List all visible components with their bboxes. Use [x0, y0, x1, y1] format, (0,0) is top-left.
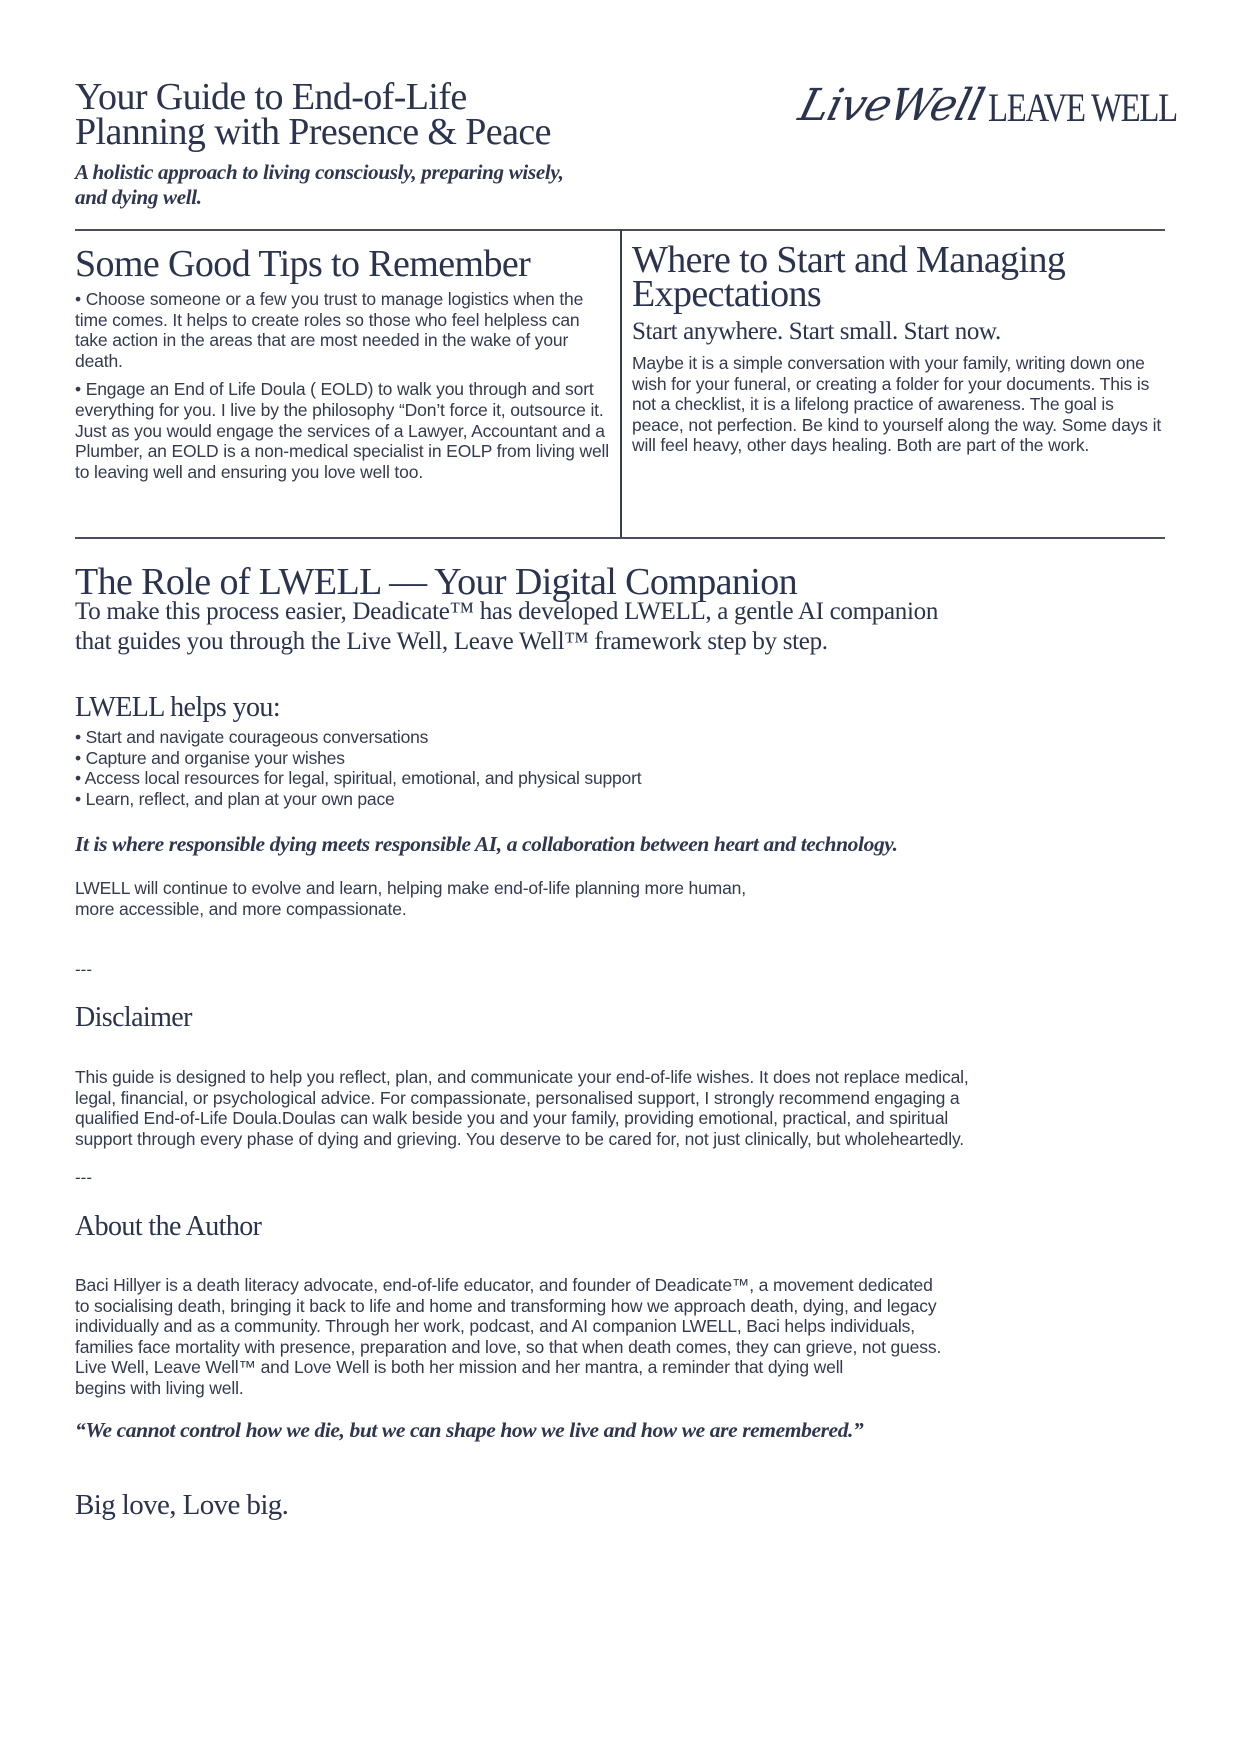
start-title — [632, 239, 1162, 315]
start-title-line-1: Where to Start and Managing — [632, 239, 1066, 281]
lwell-intro-line-2: that guides you through the Live Well, Leave Well™ framework step by step. — [75, 628, 828, 655]
author-line: begins with living well. — [75, 1377, 244, 1398]
lwell-title: The Role of LWELL — Your Digital Companion — [75, 561, 798, 603]
document-subtitle — [75, 160, 635, 210]
logo-script-text: LiveWell — [793, 80, 989, 131]
author-line: Live Well, Leave Well™ and Love Well is both her mission and her mantra, a reminder that dying well — [75, 1357, 844, 1378]
brand-logo — [793, 72, 1177, 132]
tip-item: • Choose someone or a few you trust to manage logistics when the time comes. It helps to create roles so those who feel helpless can take action in the areas that are most needed in the wake of your death. — [75, 289, 584, 371]
tips-title: Some Good Tips to Remember — [75, 243, 531, 285]
tip-item: • Engage an End of Life Doula ( EOLD) to walk you through and sort everything for you. I live by the philosophy “Don’t force it, outsource it. Just as you would engage the services of a Lawyer, Accountant and a Plumber, an EOLD is a non-medical specialist in EOLP from living well to leaving well and ensuring you love well too. — [75, 379, 610, 482]
disclaimer-line: qualified End-of-Life Doula.Doulas can walk beside you and your family, providing emotional, practical, and spiritual — [75, 1108, 949, 1129]
author-line: families face mortality with presence, preparation and love, so that when death comes, they can grieve, not guess. — [75, 1336, 942, 1357]
author-body — [75, 1275, 1135, 1399]
list-item: • Learn, reflect, and plan at your own pace — [75, 788, 395, 809]
lwell-evolve — [75, 878, 975, 919]
start-section — [632, 239, 1162, 456]
signoff: Big love, Love big. — [75, 1489, 289, 1521]
title-line-2: Planning with Presence & Peace — [75, 111, 551, 153]
author-quote: “We cannot control how we die, but we can shape how we live and how we are remembered.” — [75, 1418, 864, 1442]
subtitle-line-2: and dying well. — [75, 185, 202, 209]
separator: --- — [75, 1168, 92, 1187]
list-item: • Start and navigate courageous conversations — [75, 727, 429, 747]
author-line: to socialising death, bringing it back to life and home and transforming how we approach death, dying, and legacy — [75, 1295, 937, 1316]
tips-list — [75, 289, 615, 482]
separator: --- — [75, 960, 92, 979]
logo-caps-text: LEAVE WELL — [988, 85, 1177, 130]
lwell-intro — [75, 597, 1075, 657]
evolve-line-1: LWELL will continue to evolve and learn, helping make end-of-life planning more human, — [75, 878, 746, 898]
evolve-line-2: more accessible, and more compassionate. — [75, 898, 407, 919]
lwell-intro-line-1: To make this process easier, Deadicate™ has developed LWELL, a gentle AI companion — [75, 598, 939, 625]
disclaimer-line: This guide is designed to help you reflect, plan, and communicate your end-of-life wishes. It does not replace medical, — [75, 1067, 969, 1087]
disclaimer-title: Disclaimer — [75, 1002, 192, 1033]
disclaimer-body — [75, 1067, 1135, 1149]
subtitle-line-1: A holistic approach to living consciously, preparing wisely, — [75, 160, 564, 184]
document-title — [75, 76, 675, 153]
start-subtitle: Start anywhere. Start small. Start now. — [632, 318, 1001, 345]
author-line: Baci Hillyer is a death literacy advocate, end-of-life educator, and founder of Deadicate™, a movement dedicated — [75, 1275, 933, 1295]
disclaimer-line: legal, financial, or psychological advice. For compassionate, personalised support, I strongly recommend engaging a — [75, 1087, 960, 1108]
author-title: About the Author — [75, 1211, 262, 1242]
lwell-helps-title: LWELL helps you: — [75, 692, 281, 723]
start-paragraph: Maybe it is a simple conversation with your family, writing down one wish for your funeral, or creating a folder for your documents. This is not a checklist, it is a lifelong practice of awareness. The goal is peace, not perfection. Be kind to yourself along the way. Some days it will feel heavy, other days healing. Both are part of the work. — [632, 353, 1162, 456]
section-divider — [75, 537, 1165, 539]
lwell-helps-list — [75, 727, 975, 809]
start-title-line-2: Expectations — [632, 273, 822, 315]
start-body — [632, 353, 1162, 456]
author-line: individually and as a community. Through her work, podcast, and AI companion LWELL, Baci helps individuals, — [75, 1316, 915, 1337]
tips-section — [75, 243, 615, 482]
lwell-tagline: It is where responsible dying meets responsible AI, a collaboration between heart and technology. — [75, 832, 898, 856]
title-line-1: Your Guide to End-of-Life — [75, 76, 467, 118]
disclaimer-line: support through every phase of dying and grieving. You deserve to be cared for, not just clinically, but wholeheartedly. — [75, 1128, 965, 1149]
list-item: • Access local resources for legal, spiritual, emotional, and physical support — [75, 768, 642, 789]
list-item: • Capture and organise your wishes — [75, 747, 345, 768]
column-divider — [620, 229, 622, 537]
